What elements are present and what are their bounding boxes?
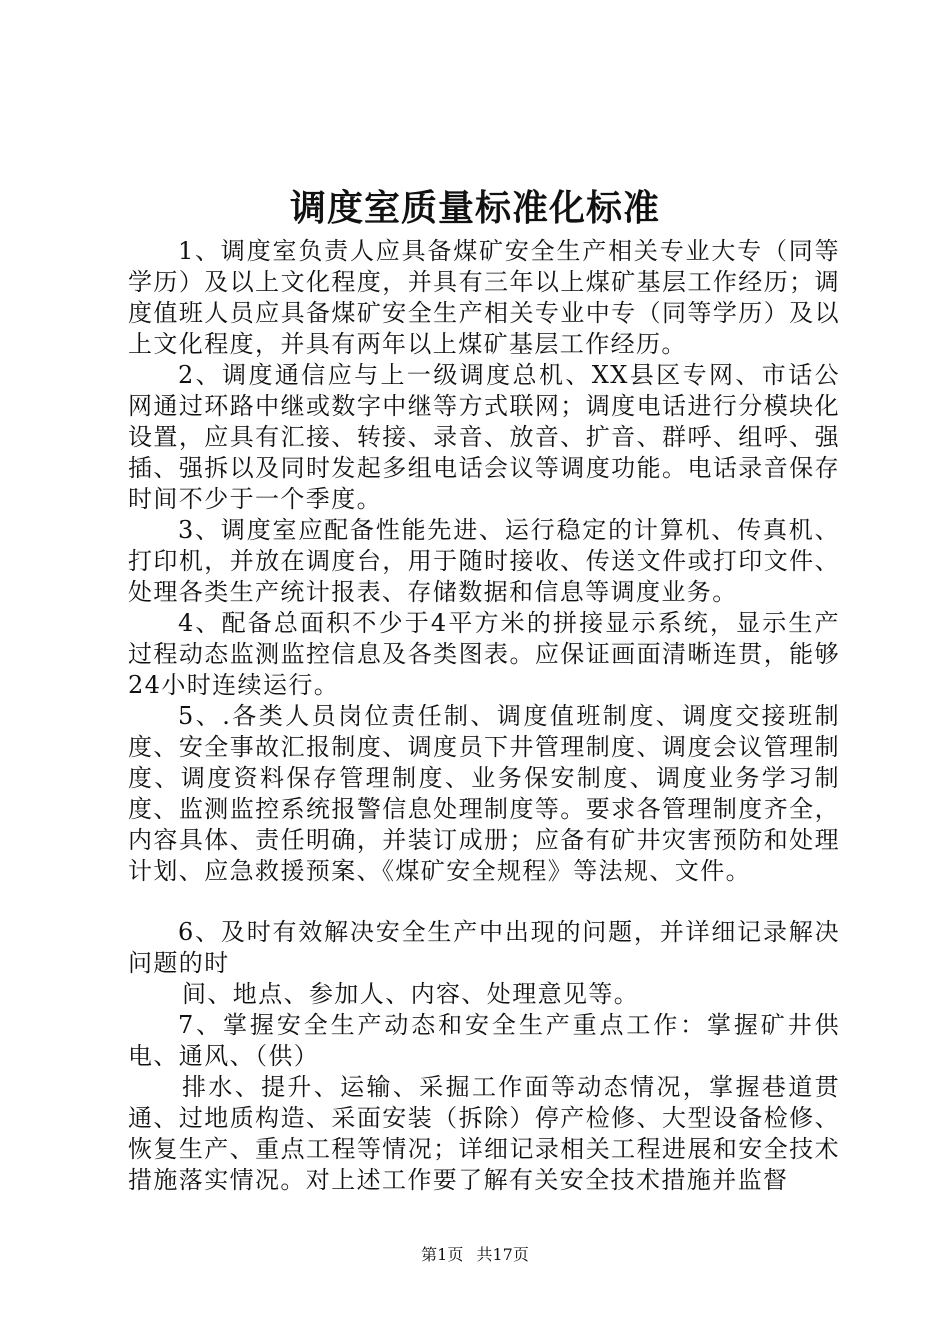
paragraph-4: 4、配备总面积不少于4平方米的拼接显示系统，显示生产过程动态监测监控信息及各类图表。应保证画面清晰连贯，能够24小时连续运行。 bbox=[128, 609, 840, 699]
paragraph-6-continuation: 间、地点、参加人、内容、处理意见等。 bbox=[182, 980, 640, 1008]
page-total: 共17页 bbox=[476, 1245, 529, 1264]
paragraph-3: 3、调度室应配备性能先进、运行稳定的计算机、传真机、打印机，并放在调度台，用于随时接收、传送文件或打印文件、处理各类生产统计报表、存储数据和信息等调度业务。 bbox=[128, 516, 840, 606]
paragraph-2: 2、调度通信应与上一级调度总机、XX县区专网、市话公网通过环路中继或数字中继等方式联网；调度电话进行分模块化设置，应具有汇接、转接、录音、放音、扩音、群呼、组呼、强插、强拆以及同时发起多组电话会议等调度功能。电话录音保存时间不少于一个季度。 bbox=[128, 361, 840, 513]
document-title: 调度室质量标准化标准 bbox=[289, 187, 660, 229]
paragraph-7-continuation: 排水、提升、运输、采掘工作面等动态情况，掌握巷道贯通、过地质构造、采面安装（拆除）停产检修、大型设备检修、恢复生产、重点工程等情况；详细记录相关工程进展和安全技术措施落实情况。对上述工作要了解有关安全技术措施并监督 bbox=[128, 1073, 840, 1194]
paragraph-1: 1、调度室负责人应具备煤矿安全生产相关专业大专（同等学历）及以上文化程度，并具有三年以上煤矿基层工作经历；调度值班人员应具备煤矿安全生产相关专业中专（同等学历）及以上文化程度，并具有两年以上煤矿基层工作经历。 bbox=[128, 237, 840, 358]
paragraph-5: 5、.各类人员岗位责任制、调度值班制度、调度交接班制度、安全事故汇报制度、调度员下井管理制度、调度会议管理制度、调度资料保存管理制度、业务保安制度、调度业务学习制度、监测监控系统报警信息处理制度等。要求各管理制度齐全，内容具体、责任明确，并装订成册；应备有矿井灾害预防和处理计划、应急救援预案、《煤矿安全规程》等法规、文件。 bbox=[128, 702, 840, 885]
page-footer bbox=[0, 1244, 950, 1266]
document-body bbox=[128, 236, 840, 1196]
page-number: 第1页 bbox=[421, 1245, 464, 1264]
paragraph-6: 6、及时有效解决安全生产中出现的问题，并详细记录解决问题的时 bbox=[128, 918, 840, 977]
paragraph-7: 7、掌握安全生产动态和安全生产重点工作：掌握矿井供电、通风、（供） bbox=[128, 1011, 840, 1070]
